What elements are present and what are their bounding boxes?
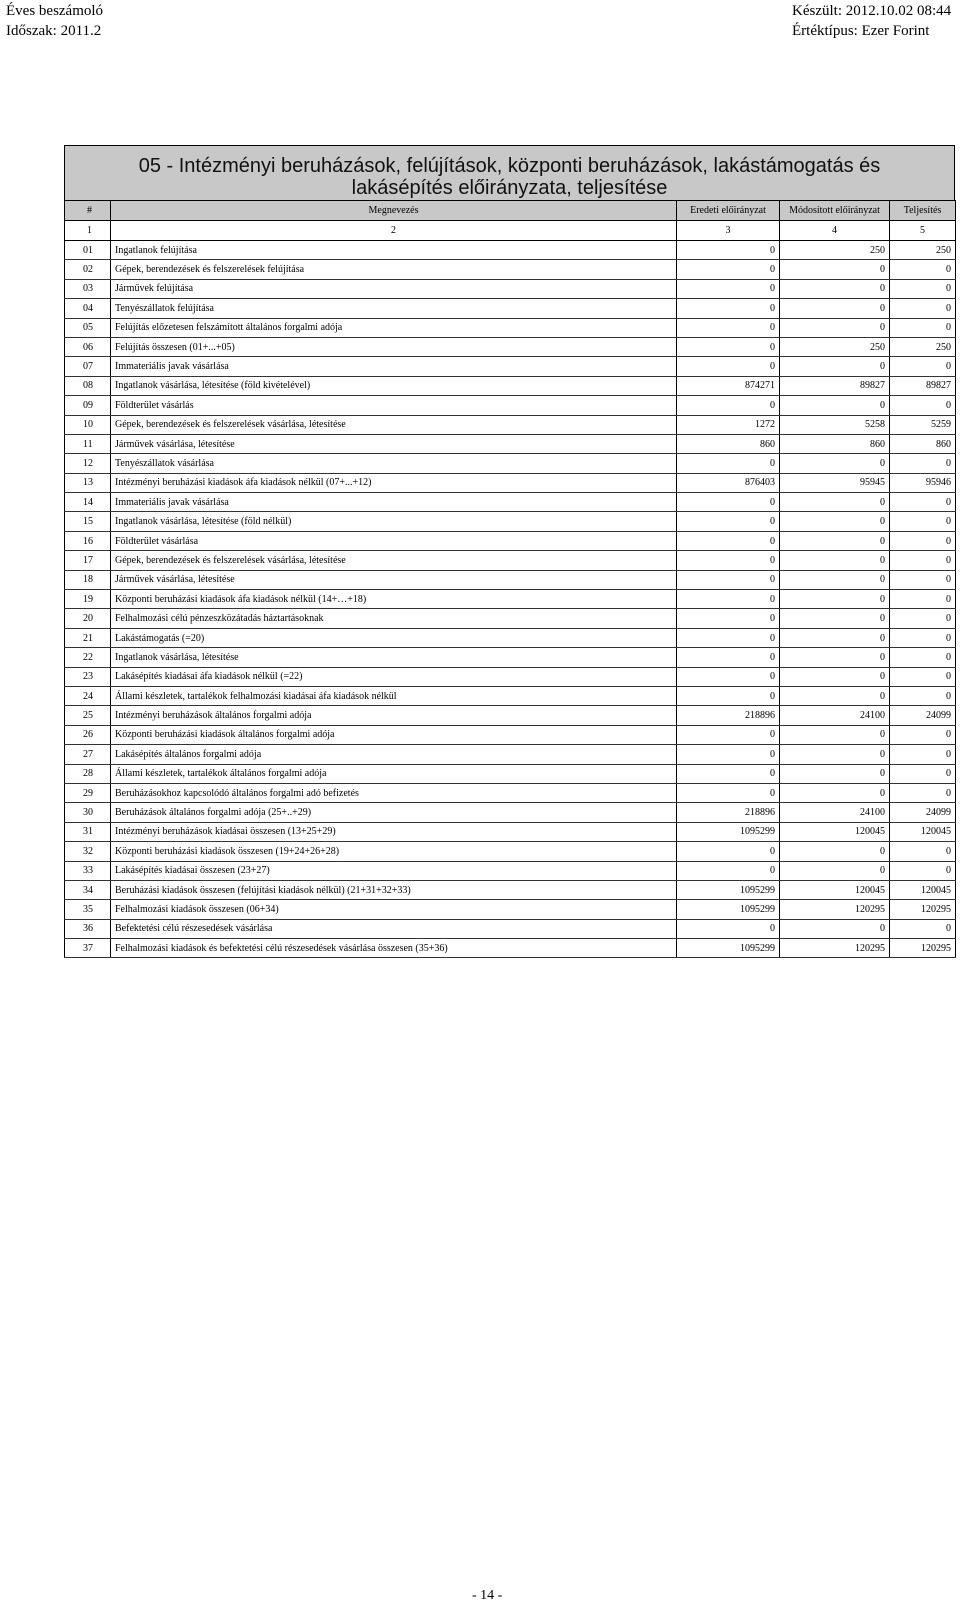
table-row: [65, 648, 956, 667]
original-value: 0: [677, 512, 780, 531]
row-name: Felújítás összesen (01+...+05): [111, 337, 677, 356]
column-header-row: [65, 201, 956, 221]
table-row: [65, 803, 956, 822]
modified-value: 24100: [780, 803, 890, 822]
row-number: 31: [65, 822, 111, 841]
original-value: 0: [677, 628, 780, 647]
original-value: 0: [677, 842, 780, 861]
row-number: 15: [65, 512, 111, 531]
table-row: [65, 376, 956, 395]
row-name: Felhalmozási kiadások összesen (06+34): [111, 900, 677, 919]
modified-value: 120045: [780, 822, 890, 841]
row-name: Központi beruházási kiadások összesen (19+24+26+28): [111, 842, 677, 861]
row-number: 19: [65, 590, 111, 609]
row-name: Állami készletek, tartalékok általános forgalmi adója: [111, 764, 677, 783]
row-name: Tenyészállatok felújítása: [111, 299, 677, 318]
original-value: 0: [677, 667, 780, 686]
table-row: [65, 842, 956, 861]
table-row: [65, 783, 956, 802]
modified-value: 0: [780, 667, 890, 686]
row-name: Állami készletek, tartalékok felhalmozási kiadásai áfa kiadások nélkül: [111, 686, 677, 705]
modified-value: 860: [780, 434, 890, 453]
row-name: Központi beruházási kiadások áfa kiadások nélkül (14+…+18): [111, 590, 677, 609]
column-number: 4: [780, 221, 890, 241]
table-row: [65, 880, 956, 899]
table-row: [65, 415, 956, 434]
table-row: [65, 454, 956, 473]
report-title-line1: 05 - Intézményi beruházások, felújítások, központi beruházások, lakástámogatás és: [138, 155, 881, 177]
row-number: 04: [65, 299, 111, 318]
actual-value: 120295: [890, 900, 956, 919]
modified-value: 0: [780, 493, 890, 512]
table-row: [65, 686, 956, 705]
original-value: 0: [677, 764, 780, 783]
created-date: Készült: 2012.10.02 08:44: [792, 3, 952, 19]
actual-value: 0: [890, 783, 956, 802]
row-name: Beruházások általános forgalmi adója (25+..+29): [111, 803, 677, 822]
row-name: Felhalmozási célú pénzeszközátadás háztartásoknak: [111, 609, 677, 628]
modified-value: 0: [780, 590, 890, 609]
report-title: [64, 145, 955, 200]
row-number: 26: [65, 725, 111, 744]
row-name: Lakástámogatás (=20): [111, 628, 677, 647]
actual-value: 0: [890, 279, 956, 298]
modified-value: 0: [780, 512, 890, 531]
actual-value: 120295: [890, 939, 956, 958]
table-row: [65, 434, 956, 453]
row-name: Járművek felújítása: [111, 279, 677, 298]
column-number: 5: [890, 221, 956, 241]
row-name: Intézményi beruházások általános forgalmi adója: [111, 706, 677, 725]
modified-value: 0: [780, 725, 890, 744]
modified-value: 250: [780, 241, 890, 260]
row-number: 12: [65, 454, 111, 473]
modified-value: 24100: [780, 706, 890, 725]
row-number: 21: [65, 628, 111, 647]
row-name: Ingatlanok vásárlása, létesítése (föld kivételével): [111, 376, 677, 395]
original-value: 1095299: [677, 880, 780, 899]
row-name: Földterület vásárlás: [111, 396, 677, 415]
row-number: 06: [65, 337, 111, 356]
column-header-modified: Módosított előirányzat: [780, 201, 890, 221]
column-header-actual: Teljesítés: [890, 201, 956, 221]
row-name: Gépek, berendezések és felszerelések felújítása: [111, 260, 677, 279]
row-name: Földterület vásárlása: [111, 531, 677, 550]
actual-value: 95946: [890, 473, 956, 492]
row-name: Befektetési célú részesedések vásárlása: [111, 919, 677, 938]
original-value: 0: [677, 686, 780, 705]
modified-value: 0: [780, 842, 890, 861]
row-name: Ingatlanok vásárlása, létesítése (föld nélkül): [111, 512, 677, 531]
modified-value: 89827: [780, 376, 890, 395]
actual-value: 0: [890, 667, 956, 686]
table-row: [65, 764, 956, 783]
original-value: 0: [677, 745, 780, 764]
column-number: 1: [65, 221, 111, 241]
page-number: - 14 -: [472, 1588, 503, 1603]
actual-value: 0: [890, 745, 956, 764]
row-number: 18: [65, 570, 111, 589]
original-value: 0: [677, 609, 780, 628]
table-row: [65, 299, 956, 318]
original-value: 0: [677, 337, 780, 356]
modified-value: 250: [780, 337, 890, 356]
modified-value: 0: [780, 318, 890, 337]
original-value: 0: [677, 919, 780, 938]
original-value: 0: [677, 648, 780, 667]
actual-value: 0: [890, 318, 956, 337]
table-row: [65, 861, 956, 880]
actual-value: 0: [890, 260, 956, 279]
row-number: 13: [65, 473, 111, 492]
table-row: [65, 473, 956, 492]
column-number: 2: [111, 221, 677, 241]
row-name: Központi beruházási kiadások általános forgalmi adója: [111, 725, 677, 744]
row-name: Lakásépítés kiadásai áfa kiadások nélkül (=22): [111, 667, 677, 686]
table-row: [65, 590, 956, 609]
modified-value: 0: [780, 396, 890, 415]
table-row: [65, 667, 956, 686]
original-value: 1095299: [677, 939, 780, 958]
value-type: Értéktípus: Ezer Forint: [792, 23, 930, 39]
row-name: Beruházási kiadások összesen (felújítási kiadások nélkül) (21+31+32+33): [111, 880, 677, 899]
row-name: Ingatlanok felújítása: [111, 241, 677, 260]
original-value: 876403: [677, 473, 780, 492]
original-value: 0: [677, 531, 780, 550]
actual-value: 0: [890, 512, 956, 531]
actual-value: 250: [890, 241, 956, 260]
modified-value: 0: [780, 570, 890, 589]
actual-value: 0: [890, 764, 956, 783]
row-number: 33: [65, 861, 111, 880]
original-value: 0: [677, 396, 780, 415]
table-row: [65, 900, 956, 919]
actual-value: 0: [890, 919, 956, 938]
actual-value: 860: [890, 434, 956, 453]
table-row: [65, 493, 956, 512]
row-number: 32: [65, 842, 111, 861]
original-value: 0: [677, 861, 780, 880]
original-value: 0: [677, 241, 780, 260]
report-type: Éves beszámoló: [6, 3, 104, 19]
original-value: 0: [677, 279, 780, 298]
actual-value: 0: [890, 628, 956, 647]
row-number: 29: [65, 783, 111, 802]
actual-value: 0: [890, 396, 956, 415]
row-number: 09: [65, 396, 111, 415]
row-name: Tenyészállatok vásárlása: [111, 454, 677, 473]
row-number: 16: [65, 531, 111, 550]
original-value: 0: [677, 725, 780, 744]
row-number: 36: [65, 919, 111, 938]
report-title-line2: lakásépítés előirányzata, teljesítése: [351, 177, 668, 199]
table-row: [65, 551, 956, 570]
column-number: 3: [677, 221, 780, 241]
modified-value: 0: [780, 299, 890, 318]
row-number: 08: [65, 376, 111, 395]
actual-value: 0: [890, 299, 956, 318]
data-table: [64, 200, 956, 958]
modified-value: 0: [780, 279, 890, 298]
actual-value: 0: [890, 686, 956, 705]
row-number: 22: [65, 648, 111, 667]
table-body: [65, 241, 956, 958]
row-name: Járművek vásárlása, létesítése: [111, 570, 677, 589]
modified-value: 120295: [780, 900, 890, 919]
modified-value: 0: [780, 919, 890, 938]
row-number: 07: [65, 357, 111, 376]
table-row: [65, 318, 956, 337]
table-row: [65, 241, 956, 260]
actual-value: 0: [890, 531, 956, 550]
row-number: 03: [65, 279, 111, 298]
period: Időszak: 2011.2: [6, 23, 102, 39]
original-value: 0: [677, 783, 780, 802]
actual-value: 89827: [890, 376, 956, 395]
row-name: Lakásépítés kiadásai összesen (23+27): [111, 861, 677, 880]
row-number: 01: [65, 241, 111, 260]
modified-value: 0: [780, 551, 890, 570]
row-name: Ingatlanok vásárlása, létesítése: [111, 648, 677, 667]
row-name: Gépek, berendezések és felszerelések vásárlása, létesítése: [111, 415, 677, 434]
actual-value: 5259: [890, 415, 956, 434]
actual-value: 120045: [890, 880, 956, 899]
modified-value: 0: [780, 686, 890, 705]
row-name: Gépek, berendezések és felszerelések vásárlása, létesítése: [111, 551, 677, 570]
original-value: 860: [677, 434, 780, 453]
original-value: 1095299: [677, 900, 780, 919]
row-number: 34: [65, 880, 111, 899]
table-row: [65, 512, 956, 531]
row-number: 27: [65, 745, 111, 764]
actual-value: 24099: [890, 803, 956, 822]
table-row: [65, 279, 956, 298]
modified-value: 120295: [780, 939, 890, 958]
original-value: 218896: [677, 706, 780, 725]
row-number: 30: [65, 803, 111, 822]
table-row: [65, 628, 956, 647]
column-header-number: #: [65, 201, 111, 221]
modified-value: 0: [780, 764, 890, 783]
row-number: 24: [65, 686, 111, 705]
actual-value: 120045: [890, 822, 956, 841]
modified-value: 0: [780, 531, 890, 550]
modified-value: 120045: [780, 880, 890, 899]
modified-value: 0: [780, 648, 890, 667]
modified-value: 0: [780, 628, 890, 647]
row-name: Felújítás előzetesen felszámított általános forgalmi adója: [111, 318, 677, 337]
original-value: 874271: [677, 376, 780, 395]
row-number: 10: [65, 415, 111, 434]
original-value: 0: [677, 551, 780, 570]
row-name: Beruházásokhoz kapcsolódó általános forgalmi adó befizetés: [111, 783, 677, 802]
row-name: Járművek vásárlása, létesítése: [111, 434, 677, 453]
column-number-row: [65, 221, 956, 241]
actual-value: 0: [890, 570, 956, 589]
row-number: 14: [65, 493, 111, 512]
modified-value: 0: [780, 745, 890, 764]
actual-value: 0: [890, 725, 956, 744]
table-row: [65, 531, 956, 550]
modified-value: 0: [780, 609, 890, 628]
row-name: Intézményi beruházások kiadásai összesen (13+25+29): [111, 822, 677, 841]
row-name: Intézményi beruházási kiadások áfa kiadások nélkül (07+...+12): [111, 473, 677, 492]
modified-value: 0: [780, 861, 890, 880]
original-value: 0: [677, 454, 780, 473]
table-row: [65, 337, 956, 356]
table-row: [65, 396, 956, 415]
column-header-original: Eredeti előirányzat: [677, 201, 780, 221]
table-row: [65, 745, 956, 764]
modified-value: 95945: [780, 473, 890, 492]
actual-value: 0: [890, 842, 956, 861]
actual-value: 0: [890, 454, 956, 473]
table-row: [65, 609, 956, 628]
modified-value: 5258: [780, 415, 890, 434]
table-row: [65, 706, 956, 725]
original-value: 0: [677, 590, 780, 609]
table-row: [65, 357, 956, 376]
original-value: 0: [677, 299, 780, 318]
actual-value: 0: [890, 357, 956, 376]
row-name: Felhalmozási kiadások és befektetési célú részesedések vásárlása összesen (35+36): [111, 939, 677, 958]
original-value: 0: [677, 260, 780, 279]
actual-value: 250: [890, 337, 956, 356]
original-value: 0: [677, 493, 780, 512]
table-row: [65, 919, 956, 938]
row-number: 28: [65, 764, 111, 783]
row-number: 23: [65, 667, 111, 686]
table-row: [65, 725, 956, 744]
row-number: 11: [65, 434, 111, 453]
row-name: Immateriális javak vásárlása: [111, 493, 677, 512]
modified-value: 0: [780, 783, 890, 802]
actual-value: 0: [890, 551, 956, 570]
row-number: 05: [65, 318, 111, 337]
original-value: 1095299: [677, 822, 780, 841]
column-header-name: Megnevezés: [111, 201, 677, 221]
report-section: [64, 145, 955, 958]
row-name: Lakásépítés általános forgalmi adója: [111, 745, 677, 764]
actual-value: 0: [890, 609, 956, 628]
table-row: [65, 260, 956, 279]
original-value: 0: [677, 357, 780, 376]
actual-value: 0: [890, 648, 956, 667]
table-row: [65, 570, 956, 589]
row-number: 25: [65, 706, 111, 725]
original-value: 218896: [677, 803, 780, 822]
row-number: 02: [65, 260, 111, 279]
row-number: 35: [65, 900, 111, 919]
actual-value: 0: [890, 493, 956, 512]
original-value: 0: [677, 570, 780, 589]
table-row: [65, 939, 956, 958]
row-number: 20: [65, 609, 111, 628]
modified-value: 0: [780, 454, 890, 473]
row-name: Immateriális javak vásárlása: [111, 357, 677, 376]
row-number: 37: [65, 939, 111, 958]
row-number: 17: [65, 551, 111, 570]
table-row: [65, 822, 956, 841]
modified-value: 0: [780, 260, 890, 279]
modified-value: 0: [780, 357, 890, 376]
original-value: 0: [677, 318, 780, 337]
original-value: 1272: [677, 415, 780, 434]
actual-value: 0: [890, 861, 956, 880]
actual-value: 24099: [890, 706, 956, 725]
actual-value: 0: [890, 590, 956, 609]
